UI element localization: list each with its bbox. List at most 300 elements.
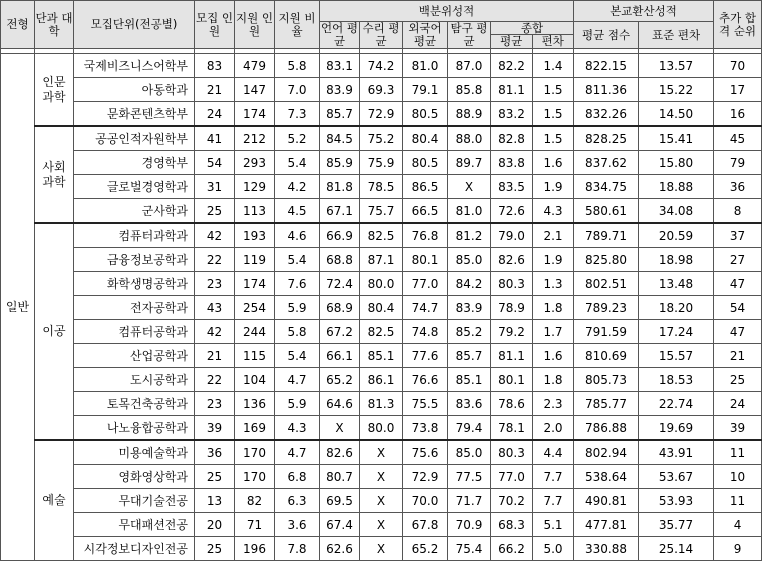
value-cell: 1.3 [533, 272, 574, 296]
value-cell: 37 [714, 223, 762, 248]
value-cell: 86.1 [360, 368, 403, 392]
value-cell: 13.57 [639, 54, 714, 78]
value-cell: 7.6 [275, 272, 320, 296]
value-cell: 78.6 [491, 392, 533, 416]
header-total-avg: 평균 [491, 35, 533, 48]
value-cell: 64.6 [320, 392, 360, 416]
value-cell: 67.8 [403, 513, 448, 537]
value-cell: 1.9 [533, 175, 574, 199]
header-conv-score: 평균 점수 [574, 22, 639, 49]
value-cell: 15.80 [639, 151, 714, 175]
value-cell: 5.4 [275, 344, 320, 368]
value-cell: 85.1 [448, 368, 491, 392]
dept-name-cell: 컴퓨터공학과 [74, 320, 195, 344]
value-cell: 80.7 [320, 465, 360, 489]
value-cell: 212 [235, 126, 275, 151]
value-cell: 136 [235, 392, 275, 416]
value-cell: 825.80 [574, 248, 639, 272]
value-cell: 82.2 [491, 54, 533, 78]
value-cell: 36 [195, 440, 235, 465]
value-cell: 66.1 [320, 344, 360, 368]
value-cell: 7.3 [275, 102, 320, 127]
value-cell: 5.8 [275, 320, 320, 344]
header-math: 수리 평균 [360, 22, 403, 49]
value-cell: 73.8 [403, 416, 448, 441]
value-cell: 85.8 [448, 78, 491, 102]
value-cell: 1.9 [533, 248, 574, 272]
value-cell: 14.50 [639, 102, 714, 127]
value-cell: 42 [195, 320, 235, 344]
value-cell: 805.73 [574, 368, 639, 392]
value-cell: 39 [714, 416, 762, 441]
value-cell: 22 [195, 248, 235, 272]
value-cell: 2.1 [533, 223, 574, 248]
value-cell: 67.1 [320, 199, 360, 224]
value-cell: 6.8 [275, 465, 320, 489]
table-row [1, 513, 762, 537]
value-cell: 79 [714, 151, 762, 175]
value-cell: 837.62 [574, 151, 639, 175]
table-row [1, 199, 762, 224]
value-cell: 80.4 [360, 296, 403, 320]
dept-name-cell: 전자공학과 [74, 296, 195, 320]
value-cell: 79.4 [448, 416, 491, 441]
value-cell: 75.5 [403, 392, 448, 416]
value-cell: 789.23 [574, 296, 639, 320]
dept-name-cell: 시각정보디자인전공 [74, 537, 195, 561]
value-cell: 79.0 [491, 223, 533, 248]
value-cell: 479 [235, 54, 275, 78]
value-cell: 23 [195, 272, 235, 296]
value-cell: 15.22 [639, 78, 714, 102]
value-cell: 81.1 [491, 344, 533, 368]
dept-name-cell: 군사학과 [74, 199, 195, 224]
header-applicants: 지원 인원 [235, 1, 275, 49]
value-cell: 78.9 [491, 296, 533, 320]
value-cell: 5.4 [275, 248, 320, 272]
value-cell: 66.2 [491, 537, 533, 561]
value-cell: 22 [195, 368, 235, 392]
table-row [1, 272, 762, 296]
value-cell: 84.2 [448, 272, 491, 296]
value-cell: 4.3 [533, 199, 574, 224]
value-cell: 9 [714, 537, 762, 561]
value-cell: 18.88 [639, 175, 714, 199]
value-cell: 785.77 [574, 392, 639, 416]
value-cell: 17 [714, 78, 762, 102]
value-cell: 43 [195, 296, 235, 320]
value-cell: 70.9 [448, 513, 491, 537]
value-cell: 10 [714, 465, 762, 489]
value-cell: 76.6 [403, 368, 448, 392]
value-cell: 27 [714, 248, 762, 272]
value-cell: 72.9 [403, 465, 448, 489]
value-cell: X [360, 537, 403, 561]
header-explore: 탐구 평균 [448, 22, 491, 49]
value-cell: 25 [195, 537, 235, 561]
header-college: 단과 대학 [35, 1, 74, 49]
value-cell: 1.8 [533, 368, 574, 392]
value-cell: 3.6 [275, 513, 320, 537]
table-row [1, 78, 762, 102]
value-cell: 13.48 [639, 272, 714, 296]
value-cell: 2.0 [533, 416, 574, 441]
value-cell: 84.5 [320, 126, 360, 151]
header-percentile: 백분위성적 [320, 1, 574, 22]
dept-name-cell: 국제비즈니스어학부 [74, 54, 195, 78]
value-cell: 18.53 [639, 368, 714, 392]
header-quota: 모집 인원 [195, 1, 235, 49]
value-cell: 79.1 [403, 78, 448, 102]
header-conv-dev: 표준 편차 [639, 22, 714, 49]
value-cell: 5.9 [275, 296, 320, 320]
value-cell: 22.74 [639, 392, 714, 416]
value-cell: 13 [195, 489, 235, 513]
value-cell: 193 [235, 223, 275, 248]
value-cell: 68.8 [320, 248, 360, 272]
value-cell: 81.1 [491, 78, 533, 102]
value-cell: 4.5 [275, 199, 320, 224]
value-cell: 62.6 [320, 537, 360, 561]
value-cell: 72.9 [360, 102, 403, 127]
value-cell: 15.41 [639, 126, 714, 151]
value-cell: 24 [714, 392, 762, 416]
dept-name-cell: 문화콘텐츠학부 [74, 102, 195, 127]
value-cell: 21 [714, 344, 762, 368]
value-cell: 811.36 [574, 78, 639, 102]
value-cell: 41 [195, 126, 235, 151]
value-cell: 244 [235, 320, 275, 344]
value-cell: 70.0 [403, 489, 448, 513]
dept-name-cell: 미용예술학과 [74, 440, 195, 465]
table-row [1, 537, 762, 561]
value-cell: 21 [195, 344, 235, 368]
value-cell: 83.8 [491, 151, 533, 175]
dept-name-cell: 무대기술전공 [74, 489, 195, 513]
value-cell: 19.69 [639, 416, 714, 441]
value-cell: 80.1 [491, 368, 533, 392]
value-cell: 78.5 [360, 175, 403, 199]
value-cell: 16 [714, 102, 762, 127]
value-cell: 75.6 [403, 440, 448, 465]
header-dept: 모집단위(전공별) [74, 1, 195, 49]
value-cell: 1.6 [533, 151, 574, 175]
value-cell: 83.5 [491, 175, 533, 199]
value-cell: 1.6 [533, 344, 574, 368]
table-row [1, 175, 762, 199]
value-cell: 5.4 [275, 151, 320, 175]
value-cell: 66.5 [403, 199, 448, 224]
value-cell: 7.8 [275, 537, 320, 561]
value-cell: 72.6 [491, 199, 533, 224]
table-row [1, 440, 762, 465]
value-cell: 43.91 [639, 440, 714, 465]
value-cell: 85.0 [448, 248, 491, 272]
value-cell: 69.3 [360, 78, 403, 102]
dept-name-cell: 나노융합공학과 [74, 416, 195, 441]
table-row [1, 296, 762, 320]
value-cell: 1.4 [533, 54, 574, 78]
value-cell: 76.8 [403, 223, 448, 248]
value-cell: 83.2 [491, 102, 533, 127]
value-cell: X [360, 513, 403, 537]
value-cell: 170 [235, 440, 275, 465]
value-cell: 11 [714, 489, 762, 513]
value-cell: 65.2 [403, 537, 448, 561]
value-cell: 75.7 [360, 199, 403, 224]
value-cell: 80.3 [491, 272, 533, 296]
value-cell: 83.1 [320, 54, 360, 78]
value-cell: 5.2 [275, 126, 320, 151]
value-cell: 77.6 [403, 344, 448, 368]
value-cell: 1.5 [533, 126, 574, 151]
dept-name-cell: 공공인적자원학부 [74, 126, 195, 151]
value-cell: 802.94 [574, 440, 639, 465]
value-cell: 87.0 [448, 54, 491, 78]
value-cell: 85.9 [320, 151, 360, 175]
table-row [1, 223, 762, 248]
table-row [1, 368, 762, 392]
value-cell: 330.88 [574, 537, 639, 561]
table-row [1, 102, 762, 127]
value-cell: 80.5 [403, 102, 448, 127]
value-cell: 77.5 [448, 465, 491, 489]
value-cell: 82.6 [320, 440, 360, 465]
value-cell: 828.25 [574, 126, 639, 151]
value-cell: 81.0 [448, 199, 491, 224]
value-cell: 86.5 [403, 175, 448, 199]
value-cell: 75.2 [360, 126, 403, 151]
type-cell: 일반 [1, 54, 35, 561]
header-foreign: 외국어 평균 [403, 22, 448, 49]
value-cell: 147 [235, 78, 275, 102]
value-cell: 7.7 [533, 489, 574, 513]
value-cell: 82 [235, 489, 275, 513]
value-cell: 80.3 [491, 440, 533, 465]
value-cell: 15.57 [639, 344, 714, 368]
table-row [1, 465, 762, 489]
dept-name-cell: 금융정보공학과 [74, 248, 195, 272]
value-cell: 67.2 [320, 320, 360, 344]
value-cell: 85.7 [448, 344, 491, 368]
value-cell: 538.64 [574, 465, 639, 489]
value-cell: 170 [235, 465, 275, 489]
value-cell: 74.2 [360, 54, 403, 78]
value-cell: 80.5 [403, 151, 448, 175]
value-cell: 89.7 [448, 151, 491, 175]
value-cell: 174 [235, 102, 275, 127]
value-cell: 1.5 [533, 102, 574, 127]
value-cell: 85.7 [320, 102, 360, 127]
value-cell: 18.98 [639, 248, 714, 272]
value-cell: 67.4 [320, 513, 360, 537]
table-row [1, 416, 762, 441]
value-cell: 45 [714, 126, 762, 151]
table-row [1, 489, 762, 513]
value-cell: 88.0 [448, 126, 491, 151]
value-cell: 25 [714, 368, 762, 392]
value-cell: 70.2 [491, 489, 533, 513]
value-cell: 82.5 [360, 320, 403, 344]
value-cell: 68.3 [491, 513, 533, 537]
value-cell: 25.14 [639, 537, 714, 561]
value-cell: 1.8 [533, 296, 574, 320]
header-extra: 추가 합격 순위 [714, 1, 762, 49]
value-cell: 69.5 [320, 489, 360, 513]
value-cell: 834.75 [574, 175, 639, 199]
value-cell: 791.59 [574, 320, 639, 344]
value-cell: 31 [195, 175, 235, 199]
college-cell: 사회 과학 [35, 126, 74, 223]
value-cell: 4.6 [275, 223, 320, 248]
value-cell: 169 [235, 416, 275, 441]
value-cell: 4 [714, 513, 762, 537]
value-cell: 113 [235, 199, 275, 224]
value-cell: 36 [714, 175, 762, 199]
value-cell: 5.1 [533, 513, 574, 537]
dept-name-cell: 컴퓨터과학과 [74, 223, 195, 248]
value-cell: 78.1 [491, 416, 533, 441]
value-cell: 17.24 [639, 320, 714, 344]
value-cell: 4.7 [275, 440, 320, 465]
value-cell: 35.77 [639, 513, 714, 537]
value-cell: 79.2 [491, 320, 533, 344]
college-cell: 예술 [35, 440, 74, 561]
value-cell: 115 [235, 344, 275, 368]
value-cell: 83.9 [448, 296, 491, 320]
value-cell: 789.71 [574, 223, 639, 248]
value-cell: 74.7 [403, 296, 448, 320]
table-row [1, 126, 762, 151]
value-cell: 54 [195, 151, 235, 175]
value-cell: 8 [714, 199, 762, 224]
value-cell: 6.3 [275, 489, 320, 513]
value-cell: 4.2 [275, 175, 320, 199]
value-cell: X [320, 416, 360, 441]
header-ratio: 지원 비율 [275, 1, 320, 49]
value-cell: 20 [195, 513, 235, 537]
value-cell: 77.0 [491, 465, 533, 489]
value-cell: 129 [235, 175, 275, 199]
value-cell: 254 [235, 296, 275, 320]
value-cell: 832.26 [574, 102, 639, 127]
dept-name-cell: 산업공학과 [74, 344, 195, 368]
value-cell: 786.88 [574, 416, 639, 441]
value-cell: 75.4 [448, 537, 491, 561]
value-cell: 25 [195, 199, 235, 224]
value-cell: 196 [235, 537, 275, 561]
value-cell: 71.7 [448, 489, 491, 513]
header-lang: 언어 평균 [321, 21, 358, 48]
value-cell: 74.8 [403, 320, 448, 344]
value-cell: X [360, 489, 403, 513]
dept-name-cell: 토목건축공학과 [74, 392, 195, 416]
value-cell: 42 [195, 223, 235, 248]
value-cell: 53.93 [639, 489, 714, 513]
table-row [1, 248, 762, 272]
dept-name-cell: 무대패션전공 [74, 513, 195, 537]
value-cell: 7.0 [275, 78, 320, 102]
value-cell: 174 [235, 272, 275, 296]
value-cell: 75.9 [360, 151, 403, 175]
value-cell: 85.2 [448, 320, 491, 344]
value-cell: 104 [235, 368, 275, 392]
value-cell: 80.4 [403, 126, 448, 151]
value-cell: 68.9 [320, 296, 360, 320]
value-cell: 2.3 [533, 392, 574, 416]
value-cell: 47 [714, 320, 762, 344]
value-cell: 293 [235, 151, 275, 175]
value-cell: 39 [195, 416, 235, 441]
dept-name-cell: 화학생명공학과 [74, 272, 195, 296]
value-cell: 4.3 [275, 416, 320, 441]
table-row [1, 344, 762, 368]
value-cell: 5.0 [533, 537, 574, 561]
value-cell: 80.0 [360, 416, 403, 441]
table-row [1, 320, 762, 344]
value-cell: 88.9 [448, 102, 491, 127]
value-cell: 72.4 [320, 272, 360, 296]
college-cell: 인문 과학 [35, 54, 74, 127]
value-cell: 82.8 [491, 126, 533, 151]
value-cell: X [448, 175, 491, 199]
table-row [1, 54, 762, 78]
value-cell: 822.15 [574, 54, 639, 78]
value-cell: 47 [714, 272, 762, 296]
value-cell: 81.8 [320, 175, 360, 199]
value-cell: 5.9 [275, 392, 320, 416]
dept-name-cell: 경영학부 [74, 151, 195, 175]
table-row [1, 151, 762, 175]
value-cell: 80.1 [403, 248, 448, 272]
header-total-dev: 편차 [541, 34, 564, 48]
value-cell: 490.81 [574, 489, 639, 513]
value-cell: 23 [195, 392, 235, 416]
value-cell: 85.0 [448, 440, 491, 465]
value-cell: 66.9 [320, 223, 360, 248]
header-type: 전형 [1, 1, 35, 49]
value-cell: 83.9 [320, 78, 360, 102]
value-cell: 802.51 [574, 272, 639, 296]
dept-name-cell: 도시공학과 [74, 368, 195, 392]
value-cell: 7.7 [533, 465, 574, 489]
value-cell: 80.0 [360, 272, 403, 296]
header-total-label: 종합 [491, 22, 573, 35]
value-cell: 82.6 [491, 248, 533, 272]
value-cell: 81.0 [403, 54, 448, 78]
value-cell: 71 [235, 513, 275, 537]
value-cell: 83 [195, 54, 235, 78]
table-row [1, 392, 762, 416]
dept-name-cell: 영화영상학과 [74, 465, 195, 489]
college-cell: 이공 [35, 223, 74, 440]
value-cell: X [360, 440, 403, 465]
value-cell: 477.81 [574, 513, 639, 537]
value-cell: 70 [714, 54, 762, 78]
value-cell: 25 [195, 465, 235, 489]
value-cell: 119 [235, 248, 275, 272]
value-cell: 85.1 [360, 344, 403, 368]
value-cell: 4.7 [275, 368, 320, 392]
value-cell: 77.0 [403, 272, 448, 296]
value-cell: 24 [195, 102, 235, 127]
value-cell: 580.61 [574, 199, 639, 224]
value-cell: 21 [195, 78, 235, 102]
value-cell: 1.5 [533, 78, 574, 102]
value-cell: 34.08 [639, 199, 714, 224]
value-cell: 1.7 [533, 320, 574, 344]
value-cell: 65.2 [320, 368, 360, 392]
